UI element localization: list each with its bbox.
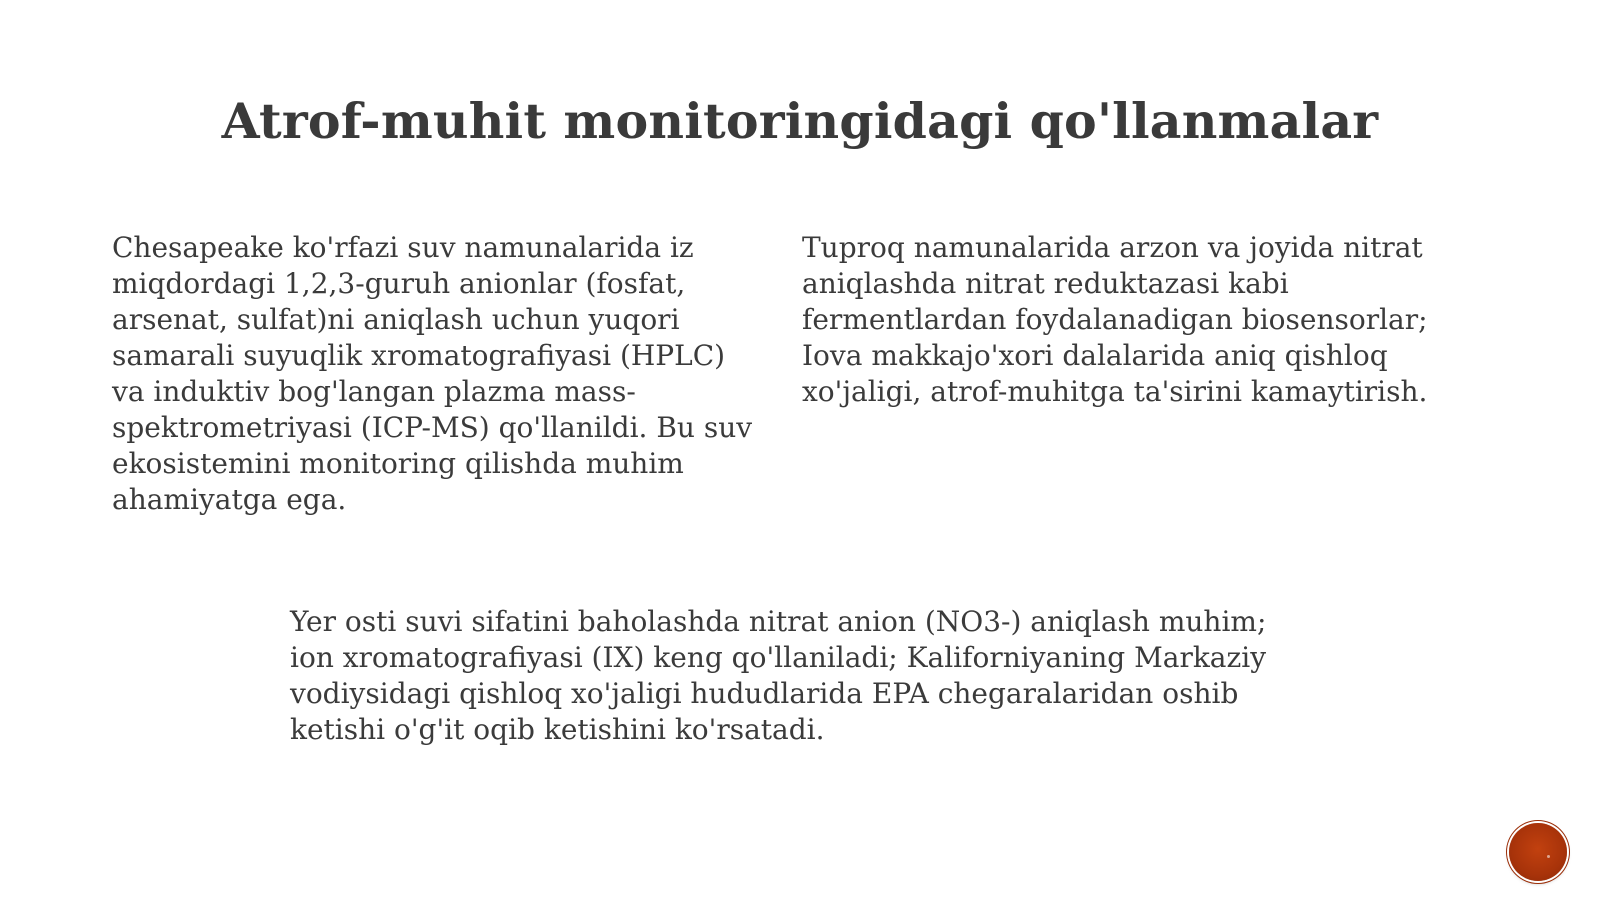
nav-highlight-icon <box>1547 855 1550 858</box>
circle-nav-icon[interactable] <box>1509 823 1567 881</box>
paragraph-groundwater: Yer osti suvi sifatini baholashda nitrat anion (NO3-) aniqlash muhim; ion xromatografiyasi (IX) keng qo'llaniladi; Kaliforniyaning Markaziy vodiysidagi qishloq xo'jaligi hududlarida EPA chegaralaridan oshib ketishi o'g'it oqib ketishini ko'rsatadi. <box>290 605 1267 746</box>
paragraph-chesapeake: Chesapeake ko'rfazi suv namunalarida iz miqdordagi 1,2,3-guruh anionlar (fosfat, arsenat, sulfat)ni aniqlash uchun yuqori samarali suyuqlik xromatografiyasi (HPLC) va induktiv bog'langan plazma mass- spektrometriyasi (ICP-MS) qo'llanildi. Bu suv ekosistemini monitoring qilishda muhim ahamiyatga ega. <box>112 231 753 516</box>
paragraph-biosensors: Tuproq namunalarida arzon va joyida nitrat aniqlashda nitrat reduktazasi kabi fermentlardan foydalanadigan biosensorlar; Iova makkajo'xori dalalarida aniq qishloq xo'jaligi, atrof-muhitga ta'sirini kamaytirish. <box>802 231 1428 408</box>
slide-title: Atrof-muhit monitoringidagi qo'llanmalar <box>221 91 1379 150</box>
